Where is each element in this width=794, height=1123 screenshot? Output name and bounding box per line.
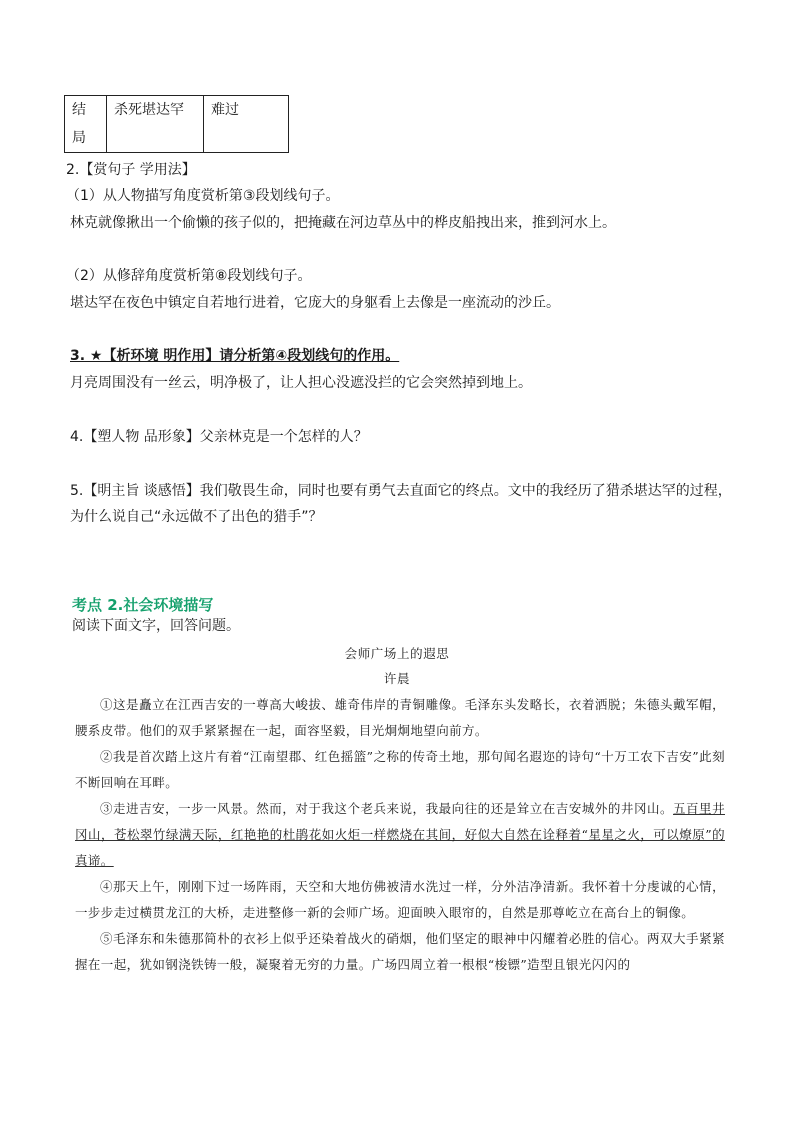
answer-table bbox=[64, 95, 289, 153]
question-5-line2: 为什么说自己“永远做不了出色的猎手”？ bbox=[70, 509, 323, 525]
question-2-sub1: （1）从人物描写角度赏析第③段划线句子。 bbox=[66, 188, 340, 204]
question-3-text: 月亮周围没有一丝云，明净极了，让人担心没遮没拦的它会突然掉到地上。 bbox=[70, 375, 532, 391]
question-5-line1: 5.【明主旨 谈感悟】我们敬畏生命，同时也要有勇气去直面它的终点。文中的我经历了猎杀堪达罕的过程， bbox=[70, 483, 732, 499]
question-2-sub2: （2）从修辞角度赏析第⑧段划线句子。 bbox=[66, 268, 312, 284]
paragraph-text: ③走进吉安，一步一风景。然而，对于我这个老兵来说，我最向往的还是耸立在吉安城外的井冈山。 bbox=[100, 801, 674, 816]
underlined-sentence: 五百里井冈山，苍松翠竹绿满天际，红艳艳的杜鹃花如火炬一样燃烧在其间，好似大自然在诠释着“星星之火，可以燎原”的真谛。 bbox=[75, 801, 725, 868]
table-cell: 难过 bbox=[204, 96, 289, 153]
table-row bbox=[65, 96, 289, 153]
section-heading: 考点 2.社会环境描写 bbox=[72, 596, 214, 614]
table-cell: 结局 bbox=[65, 96, 107, 153]
paragraph: ⑤毛泽东和朱德那简朴的衣衫上似乎还染着战火的硝烟，他们坚定的眼神中闪耀着必胜的信心。两双大手紧紧握在一起，犹如钢浇铁铸一般，凝聚着无穷的力量。广场四周立着一根根“梭镖”造型且银光闪闪的 bbox=[75, 931, 725, 972]
section-instruction: 阅读下面文字，回答问题。 bbox=[72, 618, 240, 634]
paragraph bbox=[75, 796, 725, 874]
question-2-text1: 林克就像揪出一个偷懒的孩子似的，把掩藏在河边草丛中的桦皮船拽出来，推到河水上。 bbox=[70, 215, 616, 231]
paragraph: ①这是矗立在江西吉安的一尊高大峻拔、雄奇伟岸的青铜雕像。毛泽东头发略长，衣着洒脱；朱德头戴军帽，腰系皮带。他们的双手紧紧握在一起，面容坚毅，目光炯炯地望向前方。 bbox=[75, 697, 725, 738]
paragraph: ④那天上午，刚刚下过一场阵雨，天空和大地仿佛被清水洗过一样，分外洁净清新。我怀着十分虔诚的心情，一步步走过横贯龙江的大桥，走进整修一新的会师广场。迎面映入眼帘的，自然是那尊屹立在高台上的铜像。 bbox=[75, 879, 725, 920]
question-2-text2: 堪达罕在夜色中镇定自若地行进着，它庞大的身躯看上去像是一座流动的沙丘。 bbox=[70, 295, 560, 311]
paragraph: ②我是首次踏上这片有着“江南望郡、红色摇篮”之称的传奇土地，那句闻名遐迩的诗句“十万工农下吉安”此刻不断回响在耳畔。 bbox=[75, 749, 725, 790]
article-author: 许晨 bbox=[383, 671, 411, 686]
question-4-title: 4.【塑人物 品形象】父亲林克是一个怎样的人？ bbox=[70, 429, 368, 445]
question-3-title: 3. ★【析环境 明作用】请分析第④段划线句的作用。 bbox=[70, 348, 400, 364]
question-2-title: 2.【赏句子 学用法】 bbox=[66, 162, 196, 178]
table-cell: 杀死堪达罕 bbox=[107, 96, 204, 153]
article-title: 会师广场上的遐思 bbox=[344, 646, 450, 661]
article-body bbox=[75, 692, 725, 978]
